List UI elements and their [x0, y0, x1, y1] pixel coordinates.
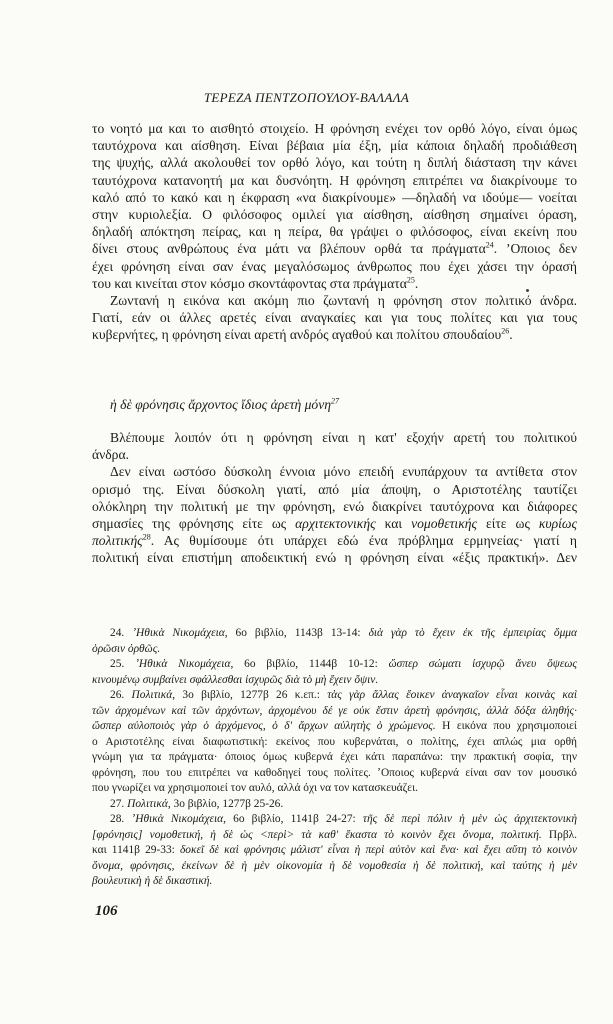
text-segment: , 6ο βιβλίο, 1141β 24-27:	[223, 813, 363, 825]
text-line	[92, 240, 577, 257]
footnote	[92, 657, 577, 688]
text-segment: ο Αριστοτέλης είναι διαφωτιστική: εκείνος που κυβερνάται, ο πολίτης, έχει απλώς μια ορθή	[92, 735, 577, 748]
text-segment: ορισμό της. Είναι δύσκολη γιατί, από μία άποψη, ο Αριστοτέλης ταυτίζει	[92, 481, 577, 497]
text-segment: το νοητό μα και το αισθητό στοιχείο. Η φρόνηση ενέχει τον ορθό λόγο, είναι όμως	[92, 121, 577, 136]
text-segment: Ζωντανή η εικόνα και ακόμη πιο ζωντανή η φρόνηση στον πολιτικό άνδρα.	[110, 292, 577, 308]
text-segment: Η εικόνα που χρησιμοποιεί	[435, 720, 577, 732]
text-segment: δηλαδή απόκτηση πείρας, και η πείρα, θα γράψει ο φιλόσοφος, είναι εκείνη που	[92, 224, 577, 240]
footnote-ref: 28	[142, 532, 151, 542]
text-segment: πολιτικής	[92, 533, 143, 549]
text-segment: κινουμένῳ συμβαίνει σφάλλεσθαι ἰσχυρῶς διὰ τὸ μὴ ἔχειν ὄψιν.	[92, 673, 379, 686]
text-line	[92, 766, 577, 782]
text-line	[92, 481, 577, 498]
text-segment: Βλέπουμε λοιπόν ότι η φρόνηση είναι η κατ' εξοχήν αρετή του πολιτικού	[110, 430, 577, 445]
text-segment: του και κινείται στον κόσμο σκοντάφοντας στα πράγματα	[92, 275, 407, 291]
text-segment: ολόκληρη την πολιτική με την φρόνηση, ενώ διακρίνει ταυτόχρονα και διάφορες	[92, 498, 577, 514]
text-segment: τὰς γὰρ ἄλλας ἔοικεν ἀναγκαῖον εἶναι κοινὰς καὶ	[327, 689, 577, 701]
text-segment: , 6ο βιβλίο, 1144β 10-12:	[230, 658, 389, 670]
text-segment: ταυτόχρονα κατανοητή μα και δυσνόητη. Η φρόνηση επιτρέπει να διακρίνουμε το	[92, 172, 577, 188]
text-segment: δίνει στους ανθρώπους ένα μάτι να βλέπουν ορθά τα πράγματα	[92, 241, 486, 257]
text-line	[92, 446, 577, 463]
text-segment: άνδρα.	[92, 447, 129, 463]
text-line	[92, 172, 577, 189]
text-segment: ὄνομα, φρόνησις, ἐκείνων δὲ ἡ μὲν οἰκονομία ἡ δὲ νομοθεσία ἡ δὲ πολιτική, καὶ ταύτης ἡ μὲν	[92, 859, 577, 872]
text-segment: ʼΗθικὰ Νικομάχεια	[135, 658, 231, 670]
text-segment: . ʼΟποιος δεν	[493, 241, 578, 257]
text-segment: ʼΗθικὰ Νικομάχεια	[131, 813, 224, 825]
text-segment: κυρίως	[538, 515, 578, 531]
text-segment: . Ας θυμίσουμε ότι υπάρχει εδώ ένα πρόβλημα ερμηνείας· γιατί η	[150, 533, 577, 549]
text-segment: έχει φρόνηση είναι σαν ένας μεγαλόσωμος άνθρωπος που έχει χάσει την όρασή	[92, 258, 577, 274]
text-line	[92, 874, 577, 890]
text-line	[92, 120, 577, 137]
text-line	[92, 326, 577, 343]
text-line	[92, 719, 577, 735]
section-heading	[110, 397, 339, 413]
footnote	[92, 688, 577, 797]
text-segment: .	[414, 275, 419, 291]
text-segment: διὰ γὰρ τὸ ἔχειν ἐκ τῆς ἐμπειρίας ὄμμα	[368, 627, 578, 639]
text-segment: δοκεῖ δὲ καὶ φρόνησις μάλιστ' εἶναι ἡ περὶ αὐτὸν καὶ ἕνα· καὶ ἔχει αὕτη τὸ κοινὸν	[179, 844, 578, 856]
section-heading-text: ἡ δὲ φρόνησις ἄρχοντος ἴδιος ἀρετὴ μόνη	[110, 397, 331, 412]
text-line	[92, 626, 577, 642]
text-line	[92, 515, 577, 532]
paragraph	[92, 120, 577, 292]
text-line	[92, 137, 577, 154]
page-number: 106	[95, 903, 118, 919]
footnote-ref: 27	[331, 396, 339, 406]
text-line	[92, 750, 577, 766]
text-line	[92, 275, 577, 292]
text-segment: .	[509, 327, 513, 343]
text-line	[92, 292, 577, 309]
paragraph	[92, 292, 577, 344]
text-line	[92, 828, 577, 844]
text-line	[92, 735, 577, 751]
text-segment: τῆς δὲ περὶ πόλιν ἡ μὲν ὡς ἀρχιτεκτονικὴ	[362, 813, 578, 825]
text-segment: 25.	[110, 658, 136, 670]
text-line	[92, 498, 577, 515]
footnote	[92, 797, 577, 813]
text-segment: σημασίες της φρόνησης είτε ως	[92, 515, 296, 531]
text-line	[92, 781, 577, 797]
text-segment: νομοθετικής	[411, 515, 477, 531]
text-segment: Πολιτικά	[127, 797, 168, 810]
text-segment: της ψυχής, αλλά ακολουθεί τον ορθό λόγο, και τούτη η διπλή διάσταση την κάνει	[92, 155, 577, 171]
text-segment: αρχιτεκτονικής	[295, 515, 376, 531]
footnote	[92, 812, 577, 890]
text-line	[92, 797, 577, 813]
text-line	[92, 463, 577, 480]
text-segment: Πολιτικά	[131, 689, 173, 701]
text-line	[92, 532, 577, 549]
footnote	[92, 626, 577, 657]
text-segment: και	[375, 515, 412, 531]
text-line	[92, 309, 577, 326]
text-segment: τῶν ἀρχομένων καὶ τῶν ἀρχόντων, ἀρχομένου δέ γε οὐκ ἔστιν ἀρετὴ φρόνησις, ἀλλὰ δόξα ἀληθής·	[92, 704, 577, 717]
text-segment: στην κυριολεξία. Ο φιλόσοφος ομιλεί για αίσθηση, αίσθηση σημαίνει όραση,	[92, 206, 577, 222]
text-segment: ταυτόχρονα και αίσθηση. Είναι βέβαια μία έξη, μία κάποια δηλαδή προδιάθεση	[92, 138, 577, 154]
text-segment: , 3ο βιβλίο, 1277β 25-26.	[167, 797, 284, 810]
text-segment: κυβερνήτες, η φρόνηση είναι αρετή ανδρός αγαθού και πολίτου σπουδαίου	[92, 327, 502, 343]
text-segment: είτε ως	[477, 515, 539, 531]
text-segment: , 6ο βιβλίο, 1143β 13-14:	[224, 627, 369, 639]
text-line	[92, 206, 577, 223]
text-line	[92, 642, 577, 658]
text-segment: Δεν είναι ωστόσο δύσκολη έννοια μόνο επειδή ενυπάρχουν τα αντίθετα στον	[110, 464, 577, 480]
text-segment: [φρόνησις] νομοθετική, ἡ δὲ ὡς <περὶ> τὰ καθ' ἕκαστα τὸ κοινὸν ἔχει ὄνομα, πολιτική.	[92, 828, 542, 841]
paragraph	[92, 463, 577, 566]
text-segment: 26.	[110, 689, 132, 701]
text-line	[92, 688, 577, 704]
paragraph	[92, 429, 577, 463]
footnotes	[92, 626, 577, 890]
text-segment: και 1141β 29-33:	[92, 844, 180, 856]
text-line	[92, 154, 577, 171]
text-segment: πολιτική είναι επιστήμη αποδεικτική ενώ η φρόνηση είναι «έξις πρακτική». Δεν	[92, 550, 577, 566]
text-segment: ʼΗθικὰ Νικομάχεια	[132, 627, 225, 639]
text-segment: ὥσπερ αὐλοποιὸς γὰρ ὁ ἀρχόμενος, ὁ δ' ἄρχων αὐλητὴς ὁ χρώμενος.	[92, 720, 436, 732]
text-line	[92, 549, 577, 566]
text-segment: γνώμη για τα πράγματα· όποιος όμως κυβερνά έχει κάτι παραπάνω: την πρακτική σοφία, την	[92, 751, 577, 763]
footnote-ref: 26	[501, 326, 510, 336]
text-segment: ὁρῶσιν ὀρθῶς.	[92, 642, 161, 655]
text-line	[92, 843, 577, 859]
main-text-top	[92, 120, 577, 343]
text-segment: Πρβλ.	[541, 828, 577, 841]
text-line	[92, 223, 577, 240]
footnote-ref: 24	[485, 240, 494, 250]
text-segment: Γιατί, εάν οι άλλες αρετές είναι αναγκαίες και για τους πολίτες και για τους	[92, 310, 577, 326]
text-line	[92, 673, 577, 689]
running-head: ΤΕΡΕΖΑ ΠΕΝΤΖΟΠΟΥΛΟΥ-ΒΑΛΑΛΑ	[203, 90, 410, 105]
footnote-ref: 25	[406, 275, 415, 285]
text-segment: βουλευτικὴ ἡ δὲ δικαστική.	[92, 875, 213, 887]
text-line	[92, 189, 577, 206]
text-segment: που γνωρίζει να χρησιμοποιεί τον αυλό, αλλά όχι να τον κατασκευάζει.	[92, 782, 419, 794]
text-line	[92, 859, 577, 875]
text-segment: καλό από το κακό και η έκφραση «να διακρίνουμε» —δηλαδή να ιδούμε— νοείται	[92, 189, 577, 205]
text-line	[92, 429, 577, 446]
text-segment: 27.	[110, 797, 128, 810]
text-segment: , 3ο βιβλίο, 1277β 26 κ.επ.:	[172, 689, 328, 701]
text-segment: 28.	[110, 813, 132, 825]
text-line	[92, 657, 577, 673]
scan-speck	[526, 289, 529, 292]
text-line	[92, 704, 577, 720]
text-segment: ὥσπερ σώματι ἰσχυρῷ ἄνευ ὄψεως	[388, 658, 578, 670]
main-text-bottom	[92, 429, 577, 567]
text-line	[92, 258, 577, 275]
text-segment: φρόνηση, που του επιτρέπει να καθοδηγεί τους πολίτες. ʼΟποιος κυβερνά είναι σαν τον μουσικό	[92, 766, 577, 779]
text-segment: 24.	[110, 627, 133, 639]
text-line	[92, 812, 577, 828]
